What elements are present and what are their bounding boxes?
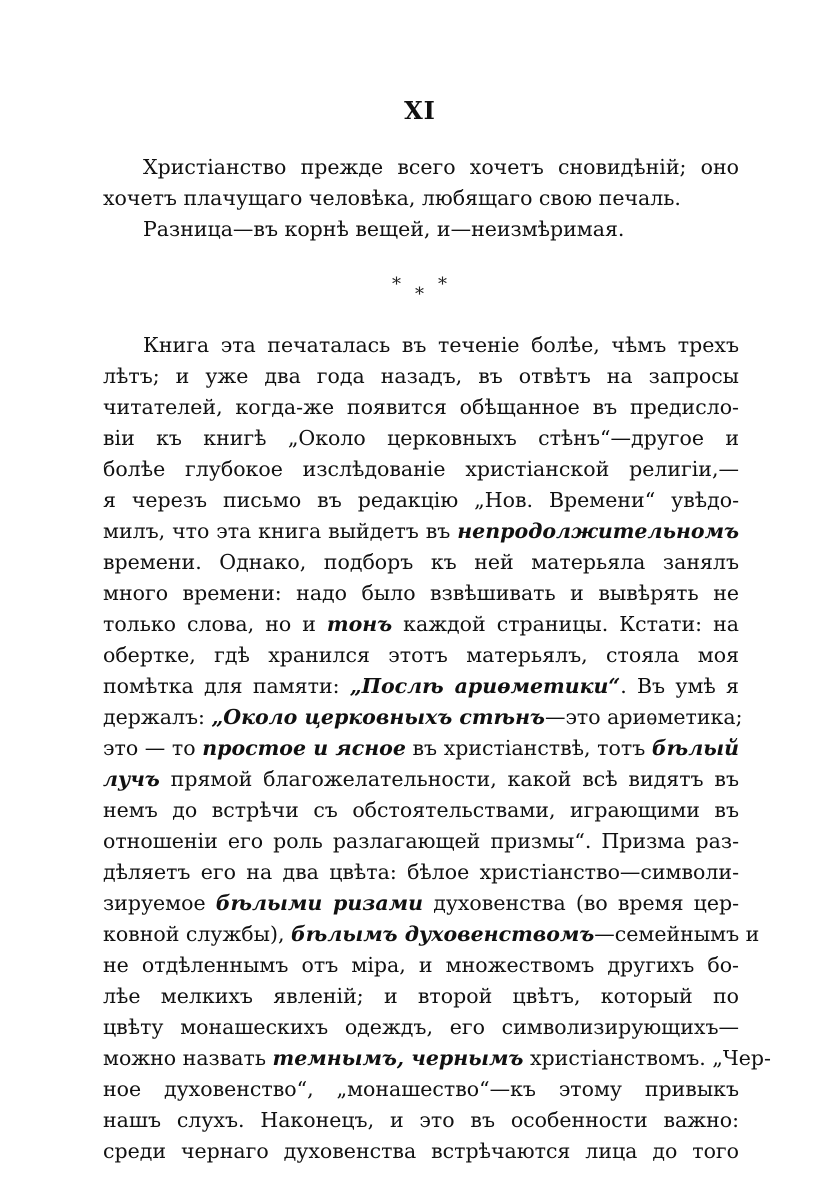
text-line: лѣтъ; и уже два года назадъ, въ отвѣтъ на запросы	[103, 364, 739, 388]
emphasis-text: „Послѣ ариѳметики“	[349, 674, 621, 698]
text-line	[103, 888, 739, 919]
text-line	[103, 609, 739, 640]
text-run: можно назвать	[103, 1046, 273, 1070]
text-line: среди чернаго духовенства встрѣчаются лица до того	[103, 1139, 739, 1163]
text-line: нашъ слухъ. Наконецъ, и это въ особенности важно:	[103, 1108, 739, 1132]
text-run: прямой благожелательности, какой всѣ видятъ въ	[159, 767, 739, 791]
text-line: лѣе мелкихъ явленій; и второй цвѣтъ, который по	[103, 984, 739, 1008]
text-line: обертке, гдѣ хранился этотъ матерьялъ, стояла моя	[103, 643, 739, 667]
section-separator	[390, 274, 450, 304]
text-line: хочетъ плачущаго человѣка, любящаго свою печаль.	[103, 186, 681, 210]
text-run: держалъ:	[103, 705, 212, 729]
page-number: XI	[404, 96, 436, 125]
text-run: —это ариѳметика;	[544, 705, 743, 729]
text-line: цвѣту монашескихъ одеждъ, его символизирующихъ—	[103, 1015, 739, 1039]
text-run: милъ, что эта книга выйдетъ въ	[103, 519, 458, 543]
intro-block	[103, 152, 739, 245]
text-line: ное духовенство“, „монашество“—къ этому привыкъ	[103, 1077, 739, 1101]
text-line	[103, 671, 739, 702]
text-run: каждой страницы. Кстати: на	[392, 612, 739, 636]
text-line: немъ до встрѣчи съ обстоятельствами, играющими въ	[103, 798, 739, 822]
text-line: Христіанство прежде всего хочетъ сновидѣній; оно	[143, 155, 739, 179]
text-line: отношеніи его роль разлагающей призмы“. Призма раз-	[103, 829, 739, 853]
text-line: віи къ книгѣ „Около церковныхъ стѣнъ“—другое и	[103, 426, 739, 450]
emphasis-text: бѣлымъ духовенствомъ	[291, 922, 595, 946]
text-line: болѣе глубокое изслѣдованіе христіанской религіи,—	[103, 457, 739, 481]
emphasis-text: бѣлый	[651, 736, 739, 760]
text-line	[103, 733, 739, 764]
text-line: Книга эта печаталась въ теченіе болѣе, чѣмъ трехъ	[143, 333, 739, 357]
text-line: дѣляетъ его на два цвѣта: бѣлое христіанство—символи-	[103, 860, 739, 884]
separator-star: *	[438, 274, 447, 295]
text-run: въ христіанствѣ, тотъ	[405, 736, 652, 760]
text-run: духовенства (во время цер-	[423, 891, 740, 915]
text-run: зируемое	[103, 891, 216, 915]
text-line	[103, 516, 739, 547]
text-line	[103, 764, 739, 795]
text-line: Разница—въ корнѣ вещей, и—неизмѣримая.	[143, 217, 625, 241]
text-line	[103, 702, 743, 733]
text-line	[103, 1043, 771, 1074]
text-line: я черезъ письмо въ редакцію „Нов. Времени“ увѣдо-	[103, 488, 739, 512]
text-run: христіанствомъ. „Чер-	[523, 1046, 771, 1070]
text-line: много времени: надо было взвѣшивать и вывѣрять не	[103, 581, 739, 605]
text-run: —семейнымъ и	[594, 922, 760, 946]
text-run: . Въ умѣ я	[620, 674, 739, 698]
text-run: только слова, но и	[103, 612, 327, 636]
main-paragraph	[103, 330, 771, 1167]
emphasis-text: простое и ясное	[202, 736, 406, 760]
emphasis-text: бѣлыми ризами	[215, 891, 424, 915]
text-line: читателей, когда-же появится обѣщанное въ предисло-	[103, 395, 739, 419]
emphasis-text: лучъ	[103, 767, 160, 791]
text-run: помѣтка для памяти:	[103, 674, 350, 698]
text-line: не отдѣленнымъ отъ міра, и множествомъ другихъ бо-	[103, 953, 739, 977]
text-line: времени. Однако, подборъ къ ней матерьяла занялъ	[103, 550, 739, 574]
text-line	[103, 919, 760, 950]
text-run: ковной службы),	[103, 922, 291, 946]
separator-star: *	[415, 284, 424, 305]
emphasis-text: „Около церковныхъ стѣнъ	[211, 705, 545, 729]
emphasis-text: тонъ	[326, 612, 393, 636]
separator-star: *	[392, 274, 401, 295]
emphasis-text: непродолжительномъ	[457, 519, 739, 543]
text-run: это — то	[103, 736, 203, 760]
emphasis-text: темнымъ, чернымъ	[272, 1046, 524, 1070]
